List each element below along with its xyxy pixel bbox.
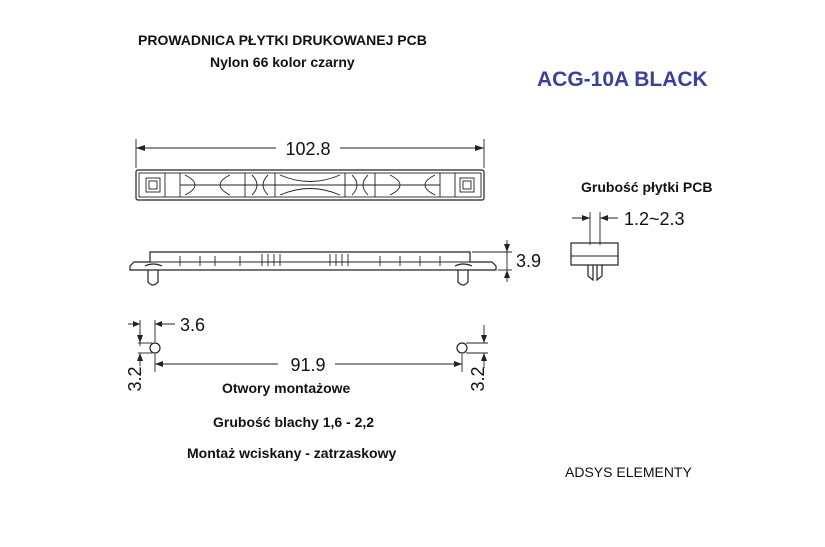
- height-value: 3.9: [516, 251, 542, 271]
- pcb-thickness-label: Grubość płytki PCB: [581, 179, 713, 195]
- title-line-2: Nylon 66 kolor czarny: [210, 54, 355, 70]
- product-code: ACG-10A BLACK: [537, 68, 708, 91]
- side-view: [130, 240, 541, 285]
- hole-layout: [125, 315, 488, 392]
- sheet-thickness-label: Grubość blachy 1,6 - 2,2: [213, 414, 375, 430]
- pcb-thickness-value: 1.2~2.3: [624, 209, 685, 229]
- hole-offset-value: 3.6: [180, 315, 206, 335]
- hole-spacing-value: 91.9: [290, 355, 326, 375]
- hole-size-right-value: 3.2: [468, 366, 488, 392]
- hole-size-left-value: 3.2: [125, 366, 145, 392]
- length-dimension: [136, 139, 484, 168]
- mounting-type-label: Montaż wciskany - zatrzaskowy: [187, 445, 397, 461]
- mounting-holes-label: Otwory montażowe: [222, 380, 351, 396]
- length-value: 102.8: [285, 139, 331, 159]
- top-view: [136, 170, 484, 200]
- pcb-thickness-detail: [571, 209, 685, 280]
- brand-label: ADSYS ELEMENTY: [565, 464, 692, 480]
- title-line-1: PROWADNICA PŁYTKI DRUKOWANEJ PCB: [138, 32, 427, 48]
